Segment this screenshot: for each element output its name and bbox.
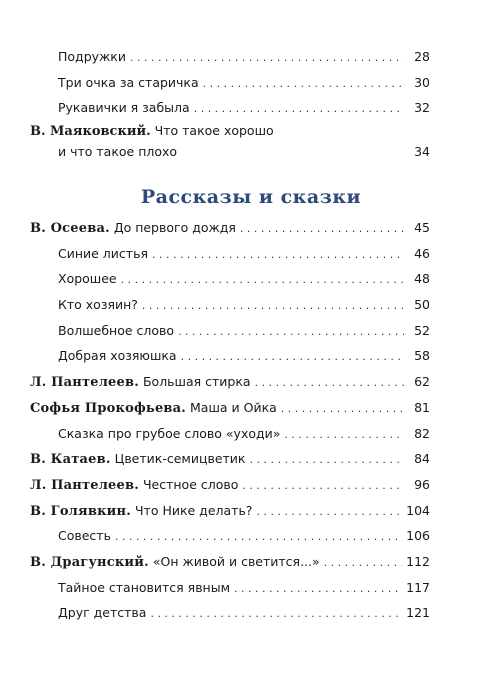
entry-author: Софья Прокофьева. xyxy=(30,400,186,416)
page-number: 34 xyxy=(414,144,430,160)
page-number: 46 xyxy=(414,245,430,261)
toc-entry xyxy=(30,292,430,318)
dot-leader xyxy=(194,96,404,122)
dot-leader xyxy=(249,447,404,473)
entry-title: Три очка за старичка xyxy=(58,74,199,90)
dot-leader xyxy=(152,242,404,268)
dot-leader xyxy=(178,319,404,345)
page-number: 62 xyxy=(414,374,430,390)
entry-author: В. Маяковский. xyxy=(30,124,151,140)
toc-entry xyxy=(30,44,430,70)
toc-entry xyxy=(30,523,430,549)
page-number: 48 xyxy=(414,271,430,287)
dot-leader xyxy=(281,396,404,422)
page-number: 121 xyxy=(406,605,430,621)
entry-title: Хорошее xyxy=(58,271,117,287)
dot-leader xyxy=(242,473,404,499)
toc-entry xyxy=(30,421,430,447)
page-number: 50 xyxy=(414,297,430,313)
entry-title: Большая стирка xyxy=(142,374,251,390)
toc-entry xyxy=(30,600,430,626)
dot-leader xyxy=(324,550,402,576)
dot-leader xyxy=(150,601,402,627)
page-number: 28 xyxy=(414,49,430,64)
entry-title: Рукавички я забыла xyxy=(58,100,190,116)
toc-entry xyxy=(30,95,430,121)
toc-entry xyxy=(30,549,430,575)
entry-title: Маша и Ойка xyxy=(190,399,277,415)
toc-entry xyxy=(30,266,430,292)
dot-leader xyxy=(115,524,402,550)
entry-author: Л. Пантелеев. xyxy=(30,375,139,391)
entry-title: Сказка про грубое слово «уходи» xyxy=(58,425,281,441)
entry-title: До первого дождя xyxy=(113,220,236,235)
toc-entry xyxy=(30,395,430,421)
page-number: 30 xyxy=(414,74,430,90)
dot-leader xyxy=(234,576,402,602)
page-number: 45 xyxy=(414,220,430,235)
toc-entry-mayakovsky xyxy=(30,121,430,163)
toc-main-block xyxy=(30,215,430,626)
page-number: 106 xyxy=(406,528,430,544)
toc-entry xyxy=(30,446,430,472)
dot-leader xyxy=(240,216,404,242)
entry-author: В. Осеева. xyxy=(30,221,110,236)
toc-entry xyxy=(30,343,430,369)
toc-entry xyxy=(30,472,430,498)
page-number: 96 xyxy=(414,476,430,492)
toc-entry xyxy=(30,70,430,96)
dot-leader xyxy=(121,267,404,293)
dot-leader xyxy=(284,422,404,448)
entry-title: Честное слово xyxy=(142,476,239,492)
entry-title: «Он живой и светится...» xyxy=(152,553,320,569)
dot-leader xyxy=(256,499,402,525)
page-number: 84 xyxy=(414,451,430,467)
page-number: 58 xyxy=(414,348,430,364)
toc-top-block xyxy=(30,44,430,163)
entry-title: Друг детства xyxy=(58,605,147,621)
page-number: 82 xyxy=(414,425,430,441)
toc-entry xyxy=(30,241,430,267)
toc-entry xyxy=(30,318,430,344)
entry-title: Подружки xyxy=(58,49,126,64)
entry-title: Кто хозяин? xyxy=(58,297,138,313)
dot-leader xyxy=(181,344,404,370)
entry-title-line1: Что такое хорошо xyxy=(154,123,274,139)
dot-leader xyxy=(255,370,404,396)
page-number: 117 xyxy=(406,579,430,595)
page-number: 52 xyxy=(414,322,430,338)
page-number: 112 xyxy=(406,553,430,569)
entry-title: Совесть xyxy=(58,528,111,544)
toc-entry xyxy=(30,498,430,524)
toc-entry xyxy=(30,575,430,601)
entry-title: Тайное становится явным xyxy=(58,579,231,595)
toc-entry xyxy=(30,215,430,241)
entry-title: Волшебное слово xyxy=(58,322,175,338)
page-number: 81 xyxy=(414,399,430,415)
entry-author: В. Драгунский. xyxy=(30,554,149,570)
section-title: Рассказы и сказки xyxy=(140,186,362,208)
entry-author: В. Голявкин. xyxy=(30,503,131,519)
entry-author: Л. Пантелеев. xyxy=(30,477,139,493)
page-number: 104 xyxy=(406,502,430,518)
entry-title: Цветик-семицветик xyxy=(114,451,246,467)
entry-title: Синие листья xyxy=(58,245,148,261)
entry-author: В. Катаев. xyxy=(30,452,111,468)
entry-title: Добрая хозяюшка xyxy=(58,348,177,364)
entry-title-line2: и что такое плохо xyxy=(58,144,178,160)
dot-leader xyxy=(142,293,404,319)
dot-leader xyxy=(130,45,404,71)
entry-title: Что Нике делать? xyxy=(134,502,253,518)
dot-leader xyxy=(203,71,404,97)
page-number: 32 xyxy=(414,100,430,116)
toc-entry xyxy=(30,369,430,395)
